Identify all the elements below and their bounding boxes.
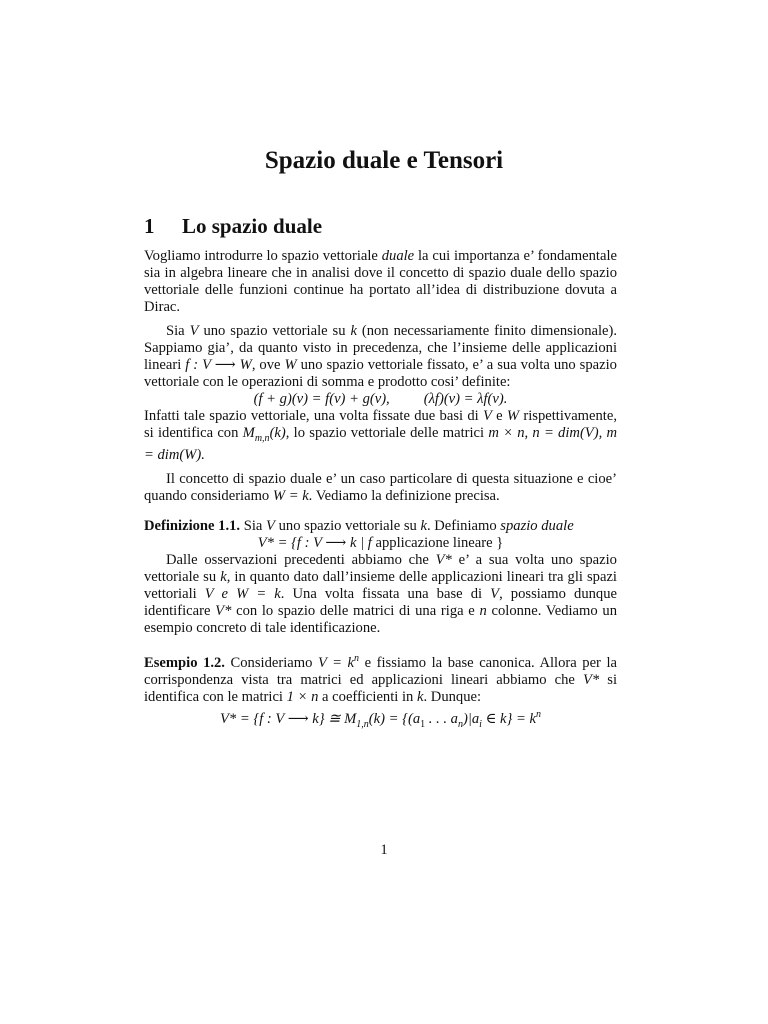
section-heading: [144, 214, 322, 239]
math-map: f : V ⟶ W: [185, 357, 252, 373]
definition-1-1: Definizione 1.1. Sia V uno spazio vettoriale su k. Definiamo spazio duale: [144, 517, 574, 534]
section-number: 1: [144, 214, 155, 238]
equation-example: V* = {f : V ⟶ k} ≅ $M_{1,n}(k) = \{(a_1$ . . . $a_n)|a_i$ ∈ $k\} = k^n$: [220, 708, 541, 730]
section-title: Lo spazio duale: [182, 214, 323, 238]
definition-label: Definizione 1.1.: [144, 517, 241, 534]
equation-dual-space: V* = {f : V ⟶ k | f applicazione lineare }: [257, 534, 504, 551]
example-label: Esempio 1.2.: [144, 654, 225, 671]
paragraph-observations: Dalle osservazioni precedenti abbiamo che V* e’ a sua volta uno spazio vettoriale su k, in quanto dato dall’insieme delle applicazioni lineari tra gli spazi vettoriali V e W = k. Una volta fissata una base di V, possiamo dunque identificare V* con lo spazio delle matrici di una riga e n colonne. Vediamo un esempio concreto di tale identificazione.: [144, 551, 617, 636]
page-number: 1: [380, 842, 388, 858]
paragraph-identification: Infatti tale spazio vettoriale, una volta fissate due basi di V e W rispettivamente, si identifica con $M_{m,n}(k)$, lo spazio vettoriale delle matrici m × n, n = dim(V), m = dim(W).: [144, 408, 618, 463]
emphasis-duale: duale: [381, 248, 415, 264]
paragraph-intro: Vogliamo introdurre lo spazio vettoriale duale la cui importanza e’ fondamentale sia in algebra lineare che in analisi dove il concetto di spazio duale dello spazio vettoriale delle funzioni continue ha portato all’idea di distribuzione dovuta a Dirac.: [144, 248, 617, 315]
example-1-2: Esempio 1.2. Consideriamo $V = k^n$ e fissiamo la base canonica. Allora per la corrispondenza vista tra matrici ed applicazioni lineari abbiamo che V* si identifica con le matrici 1 × n a coefficienti in k. Dunque:: [144, 652, 617, 705]
document-title: Spazio duale e Tensori: [264, 147, 504, 174]
paragraph-special-case: Il concetto di spazio duale e’ un caso particolare di questa situazione e cioe’ quando consideriamo W = k. Vediamo la definizione precisa.: [144, 470, 617, 504]
body-text: [144, 248, 617, 733]
paragraph-definition-context: Sia V uno spazio vettoriale su k (non necessariamente finito dimensionale). Sappiamo gia’, da quanto visto in precedenza, che l’insieme delle applicazioni lineari f : V ⟶ W, ove W uno spazio vettoriale fissato, e’ a sua volta uno spazio vettoriale con le operazioni di somma e prodotto cosi’ definite:: [144, 323, 618, 390]
equation-operations: (f + g)(v) = f(v) + g(v), (λf)(v) = λf(v).: [253, 391, 508, 407]
